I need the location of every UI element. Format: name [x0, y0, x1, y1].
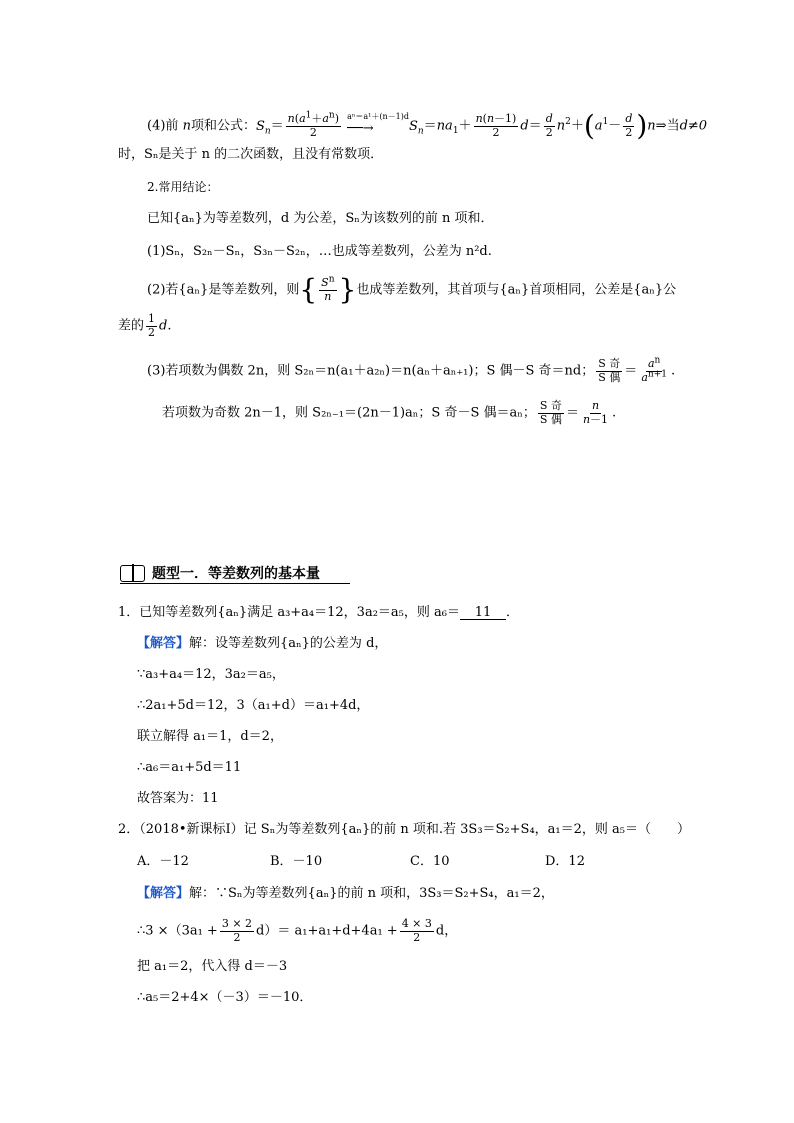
half-frac: $\frac{1}{2}$	[148, 312, 156, 339]
conclusion-2-cont: 差的 $\frac{1}{2}$ d.	[118, 312, 172, 339]
formula4-frac2: $\frac{n(n-1)}{2}$	[475, 111, 517, 139]
q1-solution-first	[137, 637, 387, 650]
q2-option-a: A．－12	[137, 854, 189, 869]
q2-stem: 2．（2018•新课标Ⅰ）记 Sₙ为等差数列{aₙ}的前 n 项和.若 3S₃＝S₂+S₄，a₁＝2，则 a₅＝（ ）	[118, 822, 690, 837]
sn-over-n-frac: $\frac{S^n}{n}$	[321, 274, 335, 303]
q2-line-4: ∴a₅＝2+4×（－3）＝－10．	[137, 990, 313, 1005]
q1-line-1: ∵a₃+a₄＝12，3a₂＝a₅，	[137, 667, 285, 682]
q2-line-2	[137, 918, 457, 944]
q2-line-2b: d）＝ a₁+a₁+d+4a₁ +	[256, 923, 398, 939]
conclusion-3: (3)若项数为偶数 2n，则 S₂ₙ＝n(a₁＋a₂ₙ)＝n(aₙ＋aₙ₊₁)；S 偶－S 奇＝nd； $\frac{\text{S 奇}}{\text{S 偶}}$ ＝ $\frac{a^n}{a^{n+1}}$ .	[147, 355, 676, 384]
conclusion-3b: 若项数为奇数 2n－1，则 S₂ₙ₋₁＝(2n－1)aₙ；S 奇－S 偶＝aₙ；	[162, 405, 536, 421]
heading-conclusions: 2.常用结论：	[147, 180, 219, 194]
q2-solution-first	[137, 887, 554, 900]
intro-line: 已知{aₙ}为等差数列，d 为公差，Sₙ为该数列的前 n 项和．	[147, 211, 494, 226]
q2-option-b: B．－10	[270, 854, 323, 869]
formula4-frac3: $\frac{d}{2}$	[545, 111, 553, 139]
q1-line-3: 联立解得 a₁＝1，d＝2，	[137, 729, 283, 744]
q2-frac-1: $\frac{3 \times 2}{2}$	[221, 917, 253, 944]
formula4-prefix: (4)前	[147, 118, 179, 134]
section-title: 题型一．等差数列的基本量	[152, 566, 320, 582]
q2-line-1: 解：∵Sₙ为等差数列{aₙ}的前 n 项和，3S₃＝S₂+S₄，a₁＝2，	[189, 886, 554, 901]
conclusion-2a: (2)若{aₙ}是等差数列，则	[147, 282, 300, 298]
q1-line-4: ∴a₆＝a₁+5d＝11	[137, 760, 242, 775]
q1-stem	[118, 606, 519, 620]
conclusion-1: (1)Sₙ，S₂ₙ－Sₙ，S₃ₙ－S₂ₙ，…也成等差数列，公差为 n²d.	[147, 244, 492, 259]
q2-option-c: C．10	[410, 854, 450, 869]
ratio-frac-even-val: $\frac{a^n}{a^{n+1}}$	[641, 355, 667, 384]
q1-line-2: ∴2a₁+5d＝12，3（a₁+d）＝a₁+4d，	[137, 698, 370, 713]
formula4-cont: 时，Sₙ是关于 n 的二次函数，且没有常数项．	[118, 147, 384, 162]
q1-stem-text: 1．已知等差数列{aₙ}满足 a₃+a₄＝12，3a₂＝a₅，则 a₆＝	[118, 605, 460, 620]
formula4-implies: ⇒当	[655, 118, 680, 134]
conclusion-3-odd: 若项数为奇数 2n－1，则 S₂ₙ₋₁＝(2n－1)aₙ；S 奇－S 偶＝aₙ； $\frac{\text{S 奇}}{\text{S 偶}}$ ＝ $\frac{n}{n-1}$ .	[162, 399, 617, 426]
conclusion-2: (2)若{aₙ}是等差数列，则{ $\frac{S^n}{n}$ }也成等差数列，其首项与{aₙ}首项相同，公差是{aₙ}公	[147, 273, 677, 306]
ratio-frac-even: $\frac{\text{S 奇}}{\text{S 偶}}$	[598, 357, 621, 384]
ratio-frac-odd: $\frac{\text{S 奇}}{\text{S 偶}}$	[539, 399, 562, 426]
formula4-cond: d≠0	[679, 118, 708, 134]
q2-answer-tag: 【解答】	[137, 886, 190, 901]
arrow-condition: aⁿ＝a¹＋(n－1)d	[347, 112, 409, 121]
conclusion-3a: (3)若项数为偶数 2n，则 S₂ₙ＝n(a₁＋a₂ₙ)＝n(aₙ＋aₙ₊₁)；S 偶－S 奇＝nd；	[147, 363, 595, 379]
book-icon	[120, 564, 146, 582]
q2-line-2a: ∴3 ×（3a₁ +	[137, 923, 218, 939]
ratio-frac-odd-val: $\frac{n}{n-1}$	[582, 399, 609, 426]
q2-option-d: D．12	[545, 854, 585, 869]
q1-answer-tag: 【解答】	[137, 636, 190, 651]
formula4-n: n	[182, 118, 191, 134]
q2-frac-2: $\frac{4 \times 3}{2}$	[401, 917, 432, 944]
conclusion-2b: 也成等差数列，其首项与{aₙ}首项相同，公差是{aₙ}公	[356, 282, 677, 298]
formula4-frac1: $\frac{n(a^1+a^n)}{2}$	[287, 110, 340, 139]
formula4-line: (4)前 n项和公式：$S_n=$ $\frac{n(a^1+a^n)}{2}$ aⁿ＝a¹＋(n－1)d ──→ $S_n=na_1+$ $\frac{n(n-1)}{2}$ d＝ $\frac{d}{2}$ $n^2+(a^1-$ $\frac{d}{2}$ )n⇒当d≠0	[147, 109, 708, 142]
q2-line-2c: d，	[435, 923, 458, 939]
q1-line-5: 故答案为：11	[137, 791, 219, 806]
section-divider	[120, 583, 350, 584]
formula4-mid: 项和公式：	[190, 118, 256, 134]
q2-line-3: 把 a₁＝2，代入得 d＝－3	[137, 959, 288, 974]
q1-line-0: 解：设等差数列{aₙ}的公差为 d，	[189, 636, 388, 651]
section-header	[120, 563, 320, 583]
q1-answer-blank: 11	[460, 606, 506, 620]
conclusion-2c: 差的	[118, 318, 145, 334]
formula4-frac4: $\frac{d}{2}$	[625, 111, 633, 139]
q1-end: ．	[505, 605, 519, 620]
